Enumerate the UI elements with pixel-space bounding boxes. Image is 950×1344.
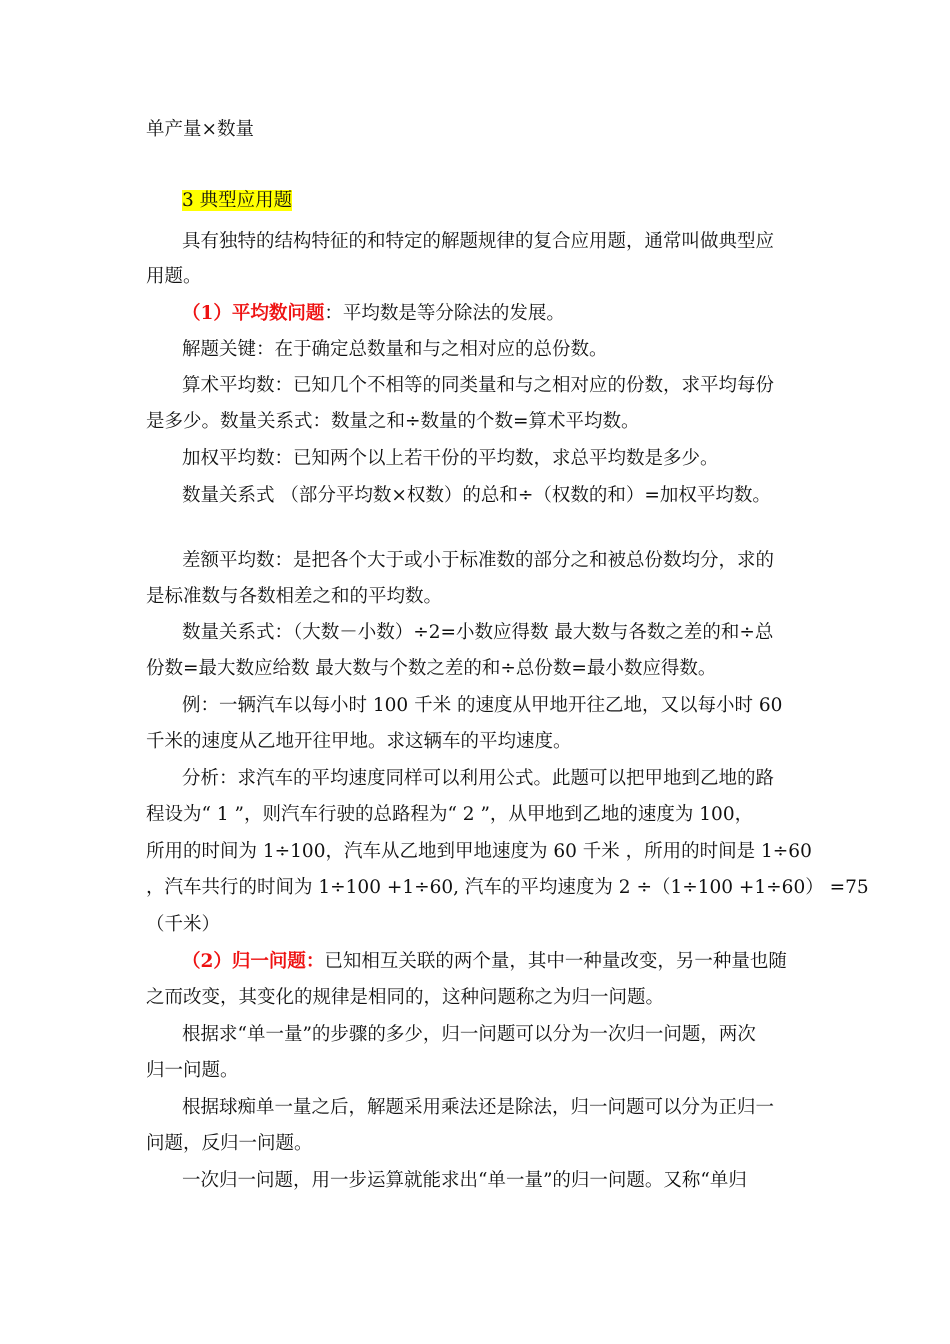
- paragraph-line: 差额平均数：是把各个大于或小于标准数的部分之和被总份数均分，求的: [182, 550, 775, 571]
- paragraph-line: 用题。: [146, 266, 202, 287]
- paragraph-line: 具有独特的结构特征的和特定的解题规律的复合应用题，通常叫做典型应: [182, 231, 775, 252]
- paragraph-line: 是多少。数量关系式：数量之和÷数量的个数=算术平均数。: [146, 411, 640, 432]
- paragraph-line: 算术平均数：已知几个不相等的同类量和与之相对应的份数，求平均每份: [182, 375, 775, 396]
- paragraph-line: 是标准数与各数相差之和的平均数。: [146, 586, 443, 607]
- section-heading: [182, 189, 292, 213]
- subsection-text: 已知相互关联的两个量，其中一种量改变，另一种量也随: [324, 951, 787, 972]
- subsection-title: （1）平均数问题: [182, 303, 325, 324]
- paragraph-line: 数量关系式：（大数－小数）÷2=小数应得数 最大数与各数之差的和÷总: [182, 622, 774, 643]
- paragraph-line: 归一问题。: [146, 1060, 239, 1081]
- text-line: 单产量×数量: [146, 119, 255, 140]
- paragraph-line: 问题，反归一问题。: [146, 1133, 313, 1154]
- paragraph-line: 加权平均数：已知两个以上若干份的平均数，求总平均数是多少。: [182, 448, 719, 469]
- paragraph-line: 根据球痴单一量之后，解题采用乘法还是除法，归一问题可以分为正归一: [182, 1097, 775, 1118]
- paragraph-line: 例：一辆汽车以每小时 100 千米 的速度从甲地开往乙地，又以每小时 60: [182, 695, 783, 716]
- subsection-title: （2）归一问题：: [182, 951, 325, 972]
- paragraph-line: ，汽车共行的时间为 1÷100 +1÷60, 汽车的平均速度为 2 ÷（1÷100 +1÷60） =75: [146, 877, 869, 898]
- paragraph-line: 所用的时间为 1÷100，汽车从乙地到甲地速度为 60 千米 ，所用的时间是 1÷60: [146, 841, 812, 862]
- subsection-line: [182, 950, 787, 974]
- subsection-line: [182, 302, 565, 326]
- paragraph-line: 分析：求汽车的平均速度同样可以利用公式。此题可以把甲地到乙地的路: [182, 768, 775, 789]
- paragraph-line: 程设为“ 1 ”，则汽车行驶的总路程为“ 2 ”，从甲地到乙地的速度为 100，: [146, 804, 754, 825]
- subsection-text: ：平均数是等分除法的发展。: [324, 303, 565, 324]
- paragraph-line: 之而改变，其变化的规律是相同的，这种问题称之为归一问题。: [146, 987, 665, 1008]
- paragraph-line: 份数=最大数应给数 最大数与个数之差的和÷总份数=最小数应得数。: [146, 658, 717, 679]
- paragraph-line: 一次归一问题，用一步运算就能求出“单一量”的归一问题。又称“单归: [182, 1170, 747, 1191]
- paragraph-line: 千米的速度从乙地开往甲地。求这辆车的平均速度。: [146, 731, 572, 752]
- highlighted-heading: 3 典型应用题: [182, 190, 293, 211]
- paragraph-line: （千米）: [146, 914, 221, 935]
- paragraph-line: 根据求“单一量”的步骤的多少，归一问题可以分为一次归一问题，两次: [182, 1024, 756, 1045]
- paragraph-line: 数量关系式 （部分平均数×权数）的总和÷（权数的和）=加权平均数。: [182, 485, 771, 506]
- paragraph-line: 解题关键：在于确定总数量和与之相对应的总份数。: [182, 339, 608, 360]
